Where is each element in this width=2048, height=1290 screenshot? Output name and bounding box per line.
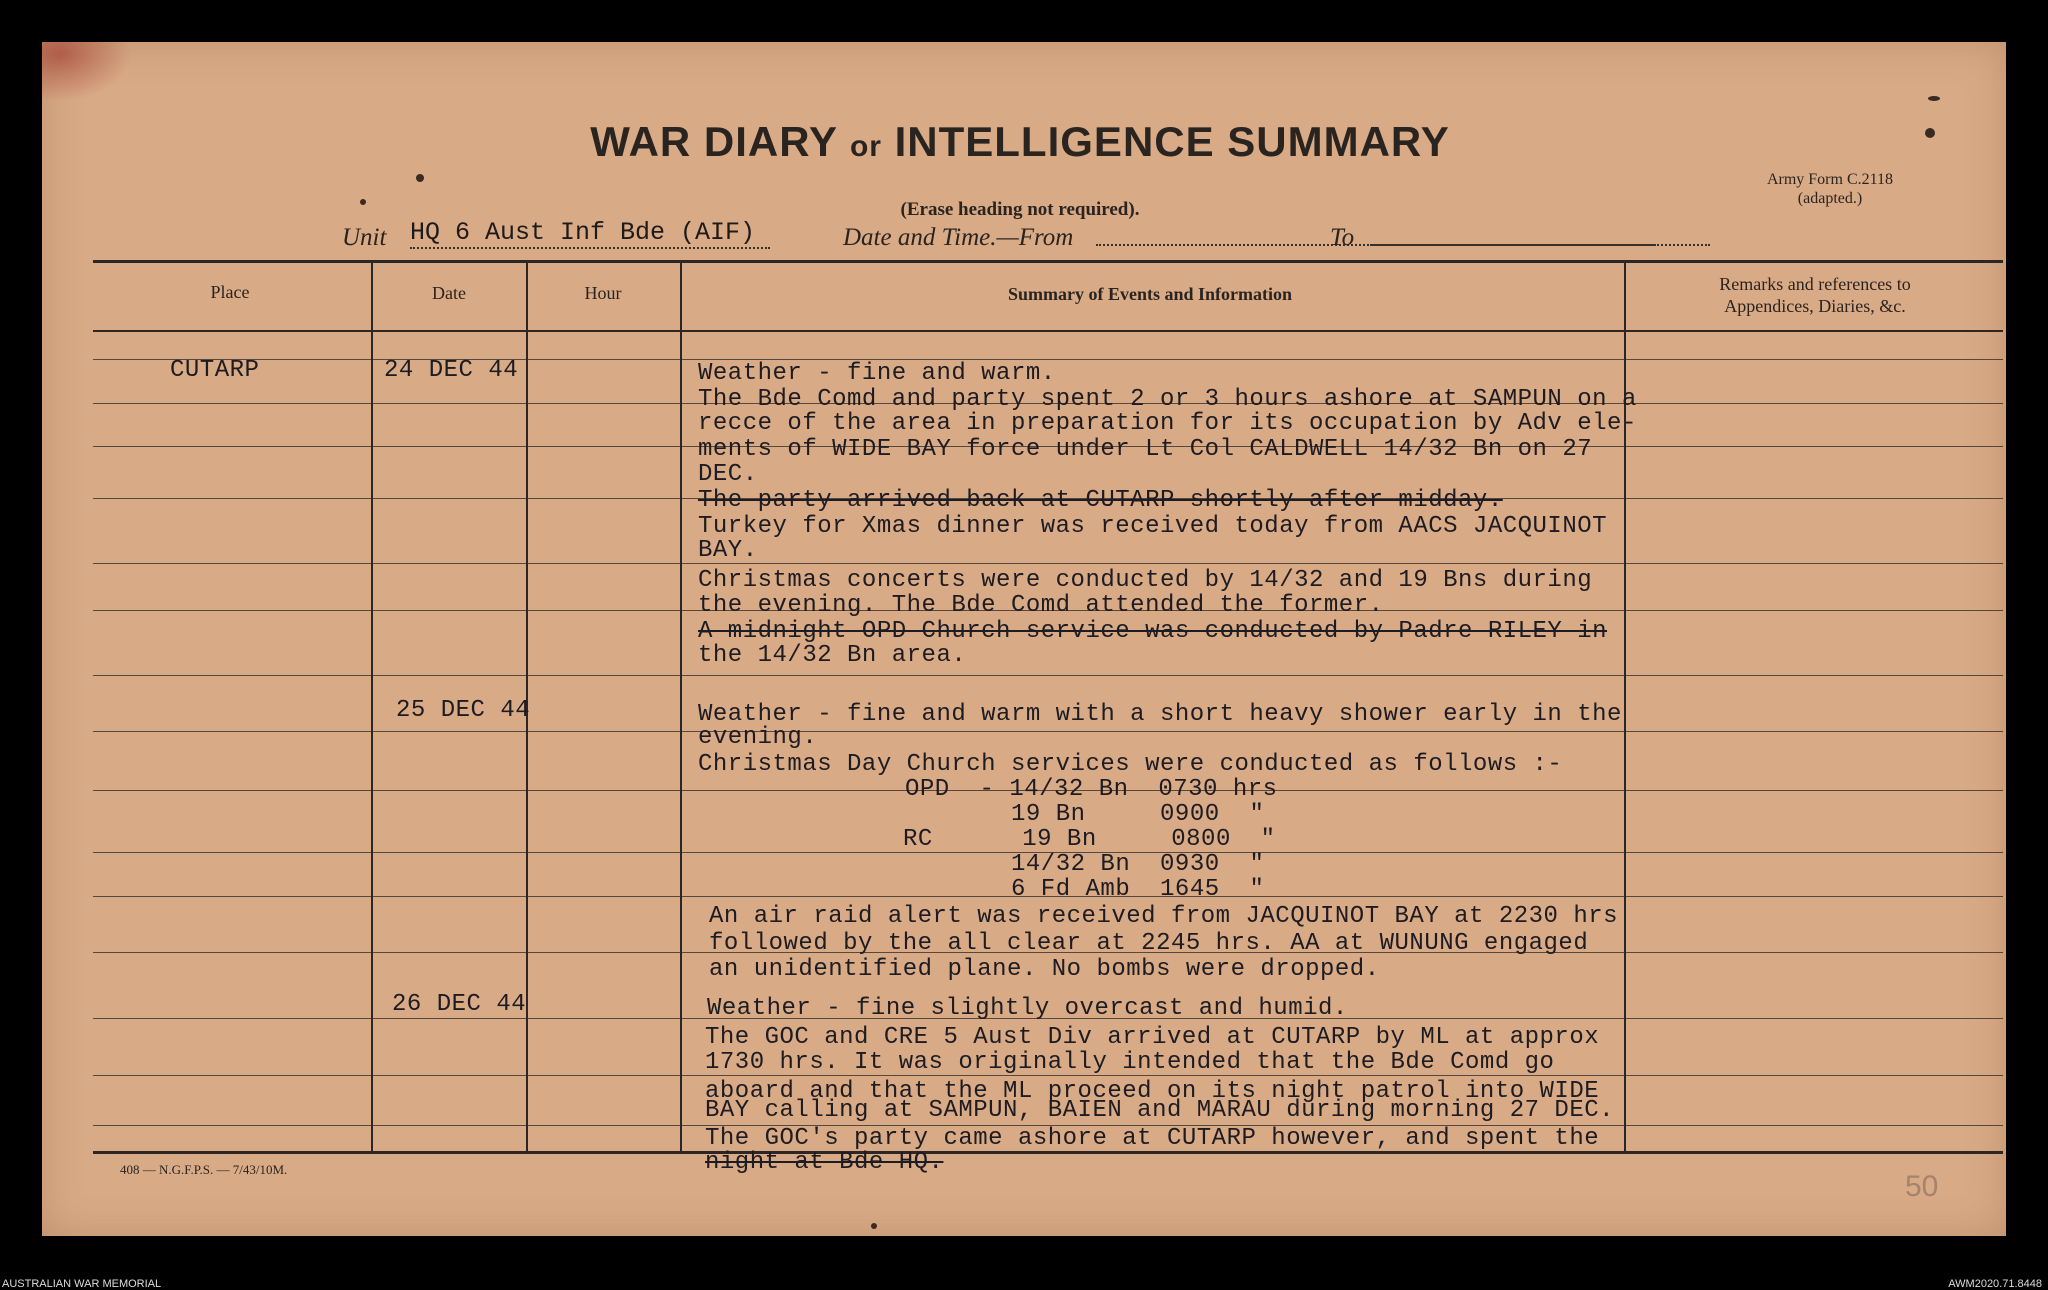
summary-line: OPD - 14/32 Bn 0730 hrs bbox=[905, 776, 1278, 803]
summary-line: The GOC's party came ashore at CUTARP however, and spent the bbox=[705, 1125, 1600, 1152]
title-or: or bbox=[849, 130, 882, 163]
summary-line: aboard and that the ML proceed on its night patrol into WIDE bbox=[705, 1078, 1600, 1105]
entry-date: 26 DEC 44 bbox=[392, 991, 527, 1018]
entry-date: 24 DEC 44 bbox=[384, 357, 519, 384]
summary-line: Turkey for Xmas dinner was received today from AACS JACQUINOT bbox=[698, 513, 1608, 540]
summary-line: night at Bde HQ. bbox=[705, 1149, 944, 1176]
summary-line: The GOC and CRE 5 Aust Div arrived at CUTARP by ML at approx bbox=[705, 1024, 1600, 1051]
archive-id: AWM2020.71.8448 bbox=[1948, 1278, 2042, 1290]
unit-row bbox=[340, 218, 1740, 254]
summary-line: 14/32 Bn 0930 " bbox=[1011, 851, 1265, 878]
summary-line: evening. bbox=[698, 724, 818, 751]
table-top-rule bbox=[93, 260, 2003, 263]
stain bbox=[42, 42, 132, 102]
form-number bbox=[1745, 170, 1915, 208]
document-title bbox=[570, 118, 1470, 166]
entry-place: CUTARP bbox=[170, 357, 260, 384]
summary-line: 6 Fd Amb 1645 " bbox=[1011, 876, 1265, 903]
summary-line: Weather - fine and warm. bbox=[698, 360, 1056, 387]
summary-line: recce of the area in preparation for its occupation by Adv ele- bbox=[698, 410, 1637, 437]
document-subtitle: (Erase heading not required). bbox=[900, 199, 1140, 220]
summary-line: the 14/32 Bn area. bbox=[698, 642, 967, 669]
title-part-2: INTELLIGENCE SUMMARY bbox=[894, 118, 1450, 165]
pin-hole bbox=[360, 199, 366, 205]
summary-line: Christmas Day Church services were conducted as follows :- bbox=[698, 751, 1563, 778]
page-number-mark: 50 bbox=[1905, 1170, 1939, 1203]
column-head-hour: Hour bbox=[584, 283, 622, 303]
summary-line: The party arrived back at CUTARP shortly after midday. bbox=[698, 487, 1503, 514]
column-head-remarks-line-2: Appendices, Diaries, &c. bbox=[1724, 296, 1906, 316]
summary-line: the evening. The Bde Comd attended the former. bbox=[698, 592, 1384, 619]
summary-line: A midnight OPD Church service was conducted by Padre RILEY in bbox=[698, 618, 1608, 645]
title-part-1: WAR DIARY bbox=[590, 118, 838, 165]
summary-line: Weather - fine and warm with a short heavy shower early in the bbox=[698, 701, 1622, 728]
pin-hole bbox=[1928, 96, 1940, 101]
column-head-summary: Summary of Events and Information bbox=[1007, 284, 1293, 304]
form-number-line-2: (adapted.) bbox=[1797, 190, 1863, 207]
column-head-remarks-line-1: Remarks and references to bbox=[1719, 274, 1911, 294]
form-number-line-1: Army Form C.2118 bbox=[1766, 171, 1894, 188]
summary-line: 1730 hrs. It was originally intended that the Bde Comd go bbox=[705, 1049, 1555, 1076]
summary-line: Weather - fine slightly overcast and humid. bbox=[707, 995, 1348, 1022]
date-from-label: Date and Time.—From bbox=[843, 224, 1074, 251]
entry-date: 25 DEC 44 bbox=[396, 697, 531, 724]
table-header-rule bbox=[93, 330, 2003, 332]
summary-line: RC 19 Bn 0800 " bbox=[903, 826, 1276, 853]
summary-line: ments of WIDE BAY force under Lt Col CALDWELL 14/32 Bn on 27 bbox=[698, 436, 1593, 463]
summary-line: An air raid alert was received from JACQUINOT BAY at 2230 hrs bbox=[709, 903, 1619, 930]
summary-line: Christmas concerts were conducted by 14/32 and 19 Bns during bbox=[698, 567, 1593, 594]
summary-line: DEC. bbox=[698, 461, 758, 488]
archive-caption: AUSTRALIAN WAR MEMORIAL bbox=[2, 1278, 162, 1290]
row-rule bbox=[93, 731, 2003, 732]
summary-line: 19 Bn 0900 " bbox=[1011, 801, 1265, 828]
print-reference: 408 — N.G.F.P.S. — 7/43/10M. bbox=[120, 1162, 288, 1177]
summary-line: BAY. bbox=[698, 537, 758, 564]
date-to-label: To bbox=[1330, 224, 1355, 251]
pin-hole bbox=[1925, 128, 1935, 138]
column-head-remarks bbox=[1630, 273, 2000, 317]
unit-value: HQ 6 Aust Inf Bde (AIF) bbox=[410, 218, 770, 249]
column-head-place: Place bbox=[210, 282, 250, 302]
pin-hole bbox=[416, 174, 424, 182]
summary-line: an unidentified plane. No bombs were dropped. bbox=[709, 956, 1380, 983]
row-rule bbox=[93, 675, 2003, 676]
unit-label: Unit bbox=[342, 224, 387, 251]
date-to-field bbox=[1370, 242, 1710, 246]
summary-line: The Bde Comd and party spent 2 or 3 hours ashore at SAMPUN on a bbox=[698, 386, 1637, 413]
summary-line: followed by the all clear at 2245 hrs. AA at WUNUNG engaged bbox=[709, 930, 1589, 957]
pin-hole bbox=[871, 1223, 877, 1229]
row-rule bbox=[93, 563, 2003, 564]
column-head-date: Date bbox=[432, 283, 466, 303]
summary-line: BAY calling at SAMPUN, BAIEN and MARAU during morning 27 DEC. bbox=[705, 1097, 1615, 1124]
